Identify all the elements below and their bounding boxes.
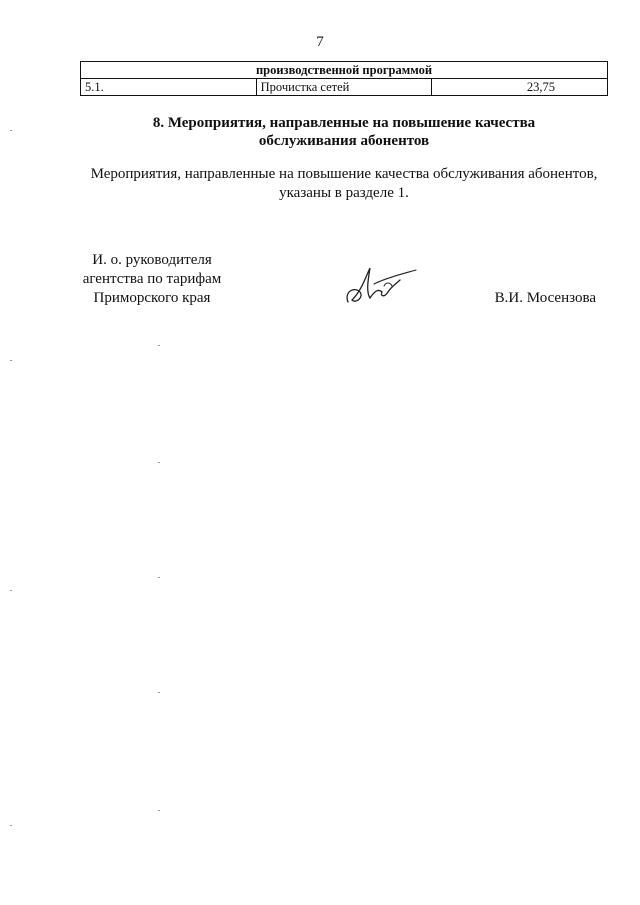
row-name-cell: Прочистка сетей bbox=[256, 79, 432, 96]
paragraph-line-2: указаны в разделе 1. bbox=[279, 185, 409, 201]
signer-position-line-2: агентства по тарифам bbox=[82, 271, 222, 287]
table-header-row bbox=[81, 62, 608, 79]
scan-speck bbox=[10, 590, 12, 591]
scan-speck bbox=[158, 462, 160, 463]
table-row bbox=[81, 79, 608, 96]
scan-speck bbox=[158, 577, 160, 578]
signer-position bbox=[72, 251, 232, 308]
scan-speck bbox=[10, 360, 12, 361]
paragraph-line-1: Мероприятия, направленные на повышение качества обслуживания абонентов, bbox=[90, 166, 598, 182]
scan-speck bbox=[10, 130, 12, 131]
signer-position-line-1: И. о. руководителя bbox=[92, 252, 212, 268]
section-title bbox=[80, 114, 608, 150]
section-title-line-2: обслуживания абонентов bbox=[258, 133, 430, 149]
data-table bbox=[80, 61, 608, 96]
scan-speck bbox=[158, 810, 160, 811]
table-header-cell: производственной программой bbox=[81, 62, 608, 79]
signer-position-line-3: Приморского края bbox=[93, 290, 211, 306]
handwritten-signature bbox=[340, 262, 420, 308]
signer-name: В.И. Мосензова bbox=[494, 290, 596, 306]
scan-speck bbox=[158, 692, 160, 693]
row-value-cell: 23,75 bbox=[432, 79, 608, 96]
row-number-cell: 5.1. bbox=[81, 79, 257, 96]
section-paragraph bbox=[80, 165, 608, 203]
section-title-line-1: 8. Мероприятия, направленные на повышение качества bbox=[152, 115, 536, 131]
page-number: 7 bbox=[316, 34, 324, 50]
scan-speck bbox=[158, 345, 160, 346]
scan-speck bbox=[10, 825, 12, 826]
